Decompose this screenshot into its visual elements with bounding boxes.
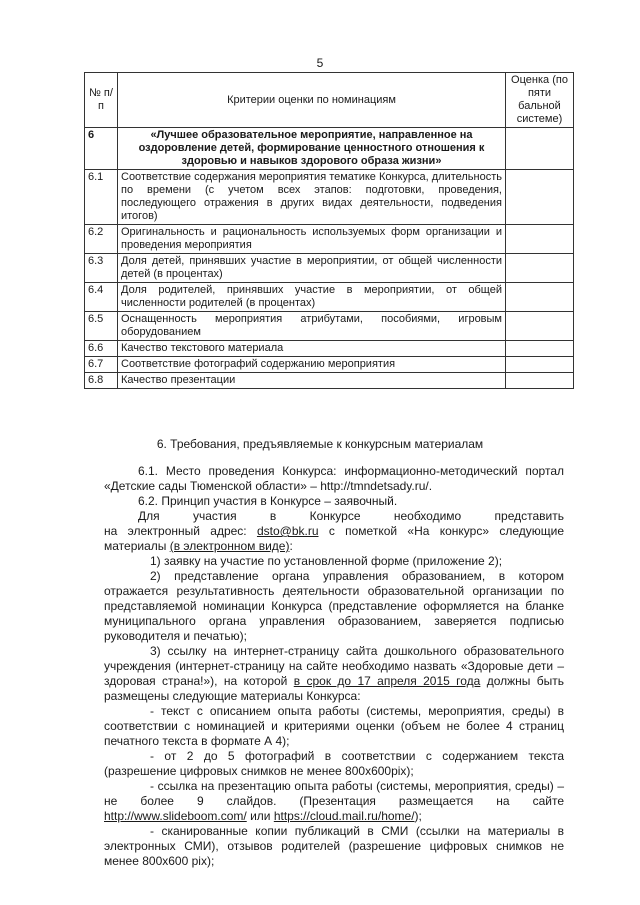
header-criteria: Критерии оценки по номинациям [118, 73, 506, 128]
paragraph-6-1: 6.1. Место проведения Конкурса: информационно-методический портал «Детские сады Тюменской области» – http://tmndetsady.ru/. [104, 464, 564, 493]
list-item-2: 2) представление органа управления образованием, в котором отражается результативность деятельности образовательной организации по представляемой номинации Конкурса (представление оформляется на бланке муниципального органа управления образованием, заверяется подписью руководителя и печатью); [104, 569, 564, 643]
row-num: 6.4 [85, 283, 118, 312]
table-row [85, 225, 574, 254]
header-num: № п/п [85, 73, 118, 128]
section-num: 6 [85, 128, 118, 170]
table-row [85, 373, 574, 389]
text: ); [414, 809, 422, 823]
row-num: 6.3 [85, 254, 118, 283]
table-row [85, 312, 574, 341]
word: необходимо [393, 509, 462, 523]
word: Для [138, 509, 160, 523]
underlined-text: (в электронном виде) [169, 539, 290, 553]
row-text: Соответствие содержания мероприятия тематике Конкурса, длительность по времени (с учетом всех этапов: подготовки, проведения, последующего отражения в других видах деятельности, подведения итогов) [118, 170, 506, 225]
row-text: Оригинальность и рациональность используемых форм организации и проведения мероприятия [118, 225, 506, 254]
text: - ссылка на презентацию опыта работы (системы, мероприятия, среды) – не более 9 слайдов. (Презентация размещается на сайте [104, 779, 564, 808]
table-row [85, 254, 574, 283]
score-cell [506, 312, 574, 341]
text: : [289, 539, 293, 553]
row-num: 6.6 [85, 341, 118, 357]
section-heading: 6. Требования, предъявляемые к конкурсным материалам [156, 437, 484, 451]
header-score: Оценка (по пяти бальной системе) [506, 73, 574, 128]
row-num: 6.5 [85, 312, 118, 341]
paragraph-6-2: 6.2. Принцип участия в Конкурсе – заявочный. [138, 494, 398, 508]
paragraph-participation [104, 524, 564, 554]
row-num: 6.7 [85, 357, 118, 373]
row-text: Доля детей, принявших участие в мероприятии, от общей численности детей (в процентах) [118, 254, 506, 283]
table-row [85, 357, 574, 373]
text: должны быть размещены следующие материалы Конкурса: [104, 674, 564, 703]
body-text [104, 464, 564, 869]
text: 3) ссылку на интернет-страницу сайта дошкольного образовательного учреждения (интернет-страницу на сайте необходимо назвать «Здоровые дети – здоровая страна!»), на которой [104, 644, 564, 688]
criteria-table [84, 72, 574, 389]
score-cell [506, 341, 574, 357]
dash-item-2: - от 2 до 5 фотографий в соответствии с содержанием текста (разрешение цифровых снимков не менее 800x600pix); [104, 749, 564, 778]
section-row [85, 128, 574, 170]
list-item-1: 1) заявку на участие по установленной форме (приложение 2); [150, 554, 503, 568]
dash-item-1: - текст с описанием опыта работы (системы, мероприятия, среды) в соответствии с номинацией и критериями оценки (объем не более 4 страниц печатного текста в формате А 4); [104, 704, 564, 748]
email-link[interactable]: dsto@bk.ru [256, 524, 319, 538]
score-cell [506, 254, 574, 283]
cloud-mail-link[interactable]: https://cloud.mail.ru/home/ [273, 809, 415, 823]
word: в [269, 509, 277, 523]
word: представить [494, 509, 564, 523]
text: или [246, 809, 274, 823]
deadline-text: в срок до 17 апреля 2015 года [293, 674, 481, 688]
text: на электронный адрес: [104, 524, 257, 538]
table-row [85, 170, 574, 225]
dash-item-4: - сканированные копии публикаций в СМИ (ссылки на материалы в электронных СМИ), отзывов родителей (разрешение цифровых снимков не менее 800x600 pix); [104, 824, 564, 868]
paragraph-participation-line [104, 509, 564, 524]
word: участия [192, 509, 237, 523]
score-cell [506, 128, 574, 170]
list-item-3 [104, 644, 564, 704]
row-text: Доля родителей, принявших участие в мероприятии, от общей численности родителей (в процентах) [118, 283, 506, 312]
score-cell [506, 170, 574, 225]
section-title: «Лучшее образовательное мероприятие, направленное на оздоровление детей, формирование ценностного отношения к здоровью и навыков здорового образа жизни» [118, 128, 506, 170]
row-text: Качество текстового материала [118, 341, 506, 357]
score-cell [506, 357, 574, 373]
row-text: Соответствие фотографий содержанию мероприятия [118, 357, 506, 373]
row-text: Оснащенность мероприятия атрибутами, пособиями, игровым оборудованием [118, 312, 506, 341]
dash-item-3 [104, 779, 564, 824]
text: с пометкой «На конкурс» следующие материалы [104, 524, 564, 553]
score-cell [506, 373, 574, 389]
score-cell [506, 225, 574, 254]
row-num: 6.1 [85, 170, 118, 225]
slideboom-link[interactable]: http://www.slideboom.com/ [104, 809, 247, 823]
row-num: 6.8 [85, 373, 118, 389]
row-num: 6.2 [85, 225, 118, 254]
table-row [85, 283, 574, 312]
table-row [85, 341, 574, 357]
row-text: Качество презентации [118, 373, 506, 389]
page-number: 5 [316, 56, 324, 70]
word: Конкурсе [309, 509, 361, 523]
score-cell [506, 283, 574, 312]
table-header-row [85, 73, 574, 128]
